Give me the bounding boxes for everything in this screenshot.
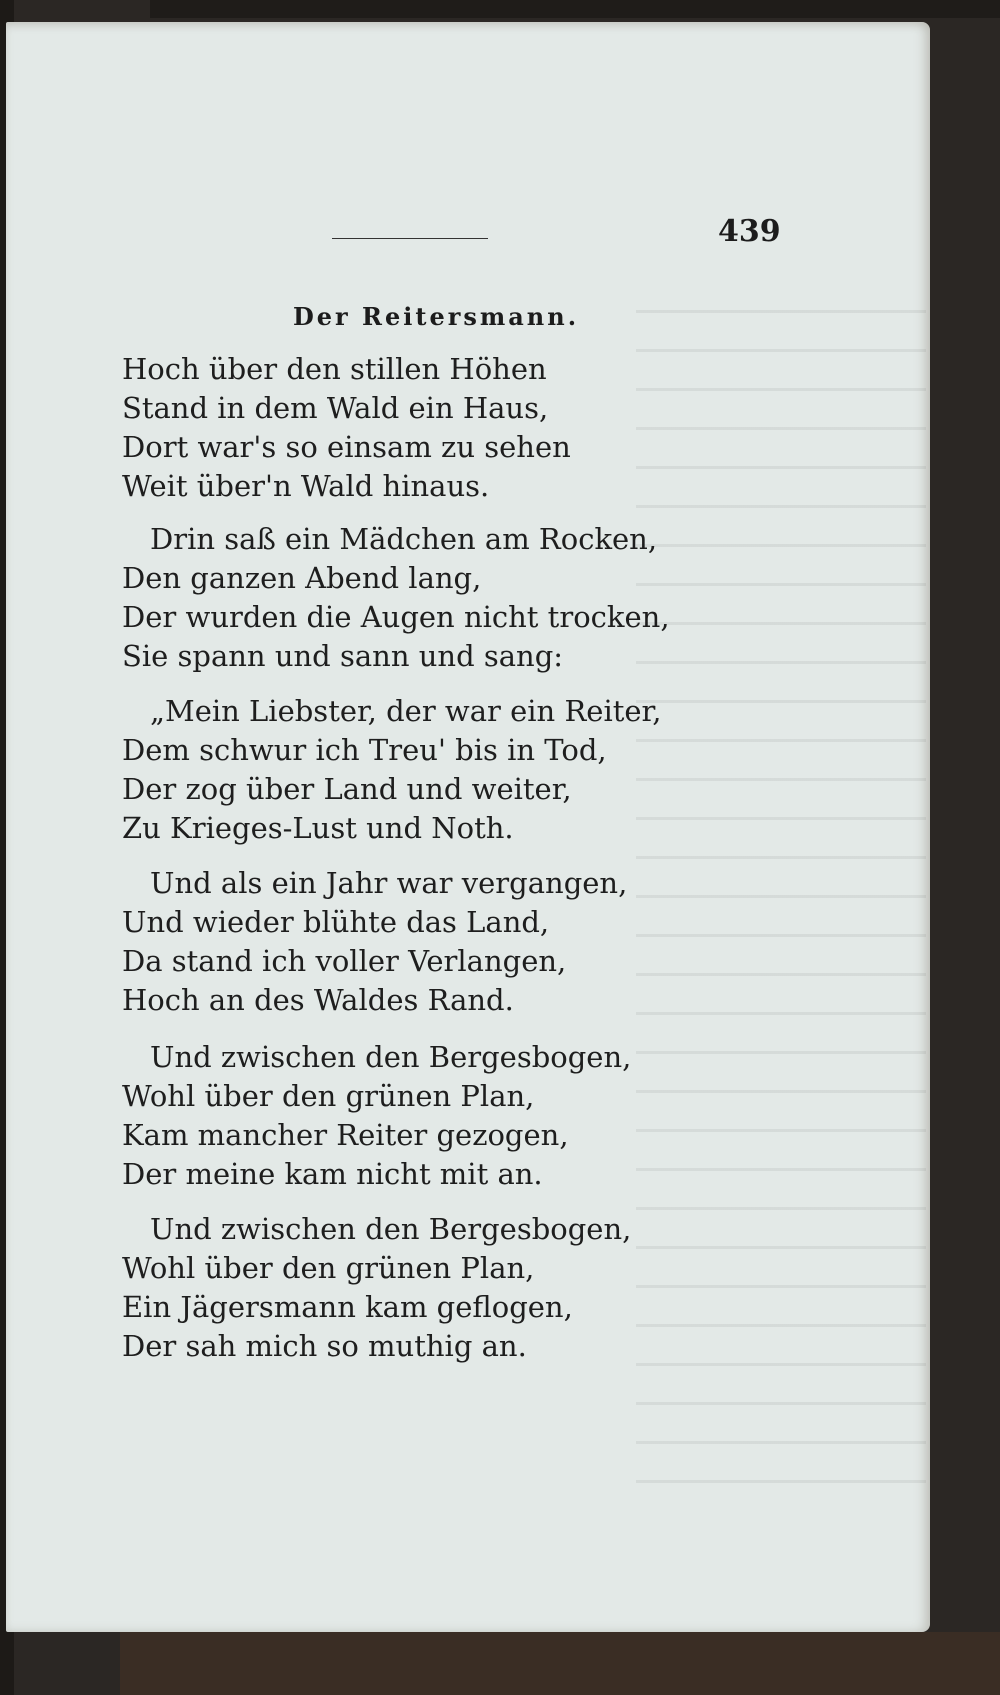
stanza-5 — [122, 1038, 682, 1194]
top-edge — [150, 0, 1000, 18]
stanza-2 — [122, 520, 682, 676]
poem-line: Der wurden die Augen nicht trocken, — [122, 600, 670, 634]
poem-title: Der Reitersmann. — [292, 302, 580, 331]
book-page — [6, 22, 930, 1632]
header-rule — [332, 238, 488, 239]
poem-line: Hoch an des Waldes Rand. — [122, 983, 514, 1017]
page-number: 439 — [718, 214, 781, 249]
poem-line: Der zog über Land und weiter, — [122, 772, 572, 806]
poem-line: Hoch über den stillen Höhen — [122, 352, 547, 386]
poem-line: Stand in dem Wald ein Haus, — [122, 391, 549, 425]
poem-line: Der sah mich so muthig an. — [122, 1329, 527, 1363]
poem-line: Wohl über den grünen Plan, — [122, 1079, 535, 1113]
stanza-1 — [122, 350, 682, 506]
poem-line: Drin saß ein Mädchen am Rocken, — [150, 522, 658, 556]
poem-line: Zu Krieges-Lust und Noth. — [122, 811, 514, 845]
poem-line: Und als ein Jahr war vergangen, — [150, 866, 628, 900]
poem-line: Da stand ich voller Verlangen, — [122, 944, 567, 978]
poem-line: Ein Jägersmann kam geflogen, — [122, 1290, 573, 1324]
poem-line: Der meine kam nicht mit an. — [122, 1157, 543, 1191]
poem-line: „Mein Liebster, der war ein Reiter, — [150, 694, 662, 728]
poem-line: Und wieder blühte das Land, — [122, 905, 550, 939]
poem-line: Wohl über den grünen Plan, — [122, 1251, 535, 1285]
poem-line: Sie spann und sann und sang: — [122, 639, 564, 673]
poem-line: Dort war's so einsam zu sehen — [122, 430, 571, 464]
poem-line: Den ganzen Abend lang, — [122, 561, 482, 595]
stanza-3 — [122, 692, 682, 848]
poem-line: Kam mancher Reiter gezogen, — [122, 1118, 569, 1152]
book-cover-edge — [120, 1632, 1000, 1695]
poem-line: Und zwischen den Bergesbogen, — [150, 1212, 632, 1246]
stanza-6 — [122, 1210, 682, 1366]
poem-line: Und zwischen den Bergesbogen, — [150, 1040, 632, 1074]
poem-line: Dem schwur ich Treu' bis in Tod, — [122, 733, 607, 767]
stanza-4 — [122, 864, 682, 1020]
poem-line: Weit über'n Wald hinaus. — [122, 469, 490, 503]
